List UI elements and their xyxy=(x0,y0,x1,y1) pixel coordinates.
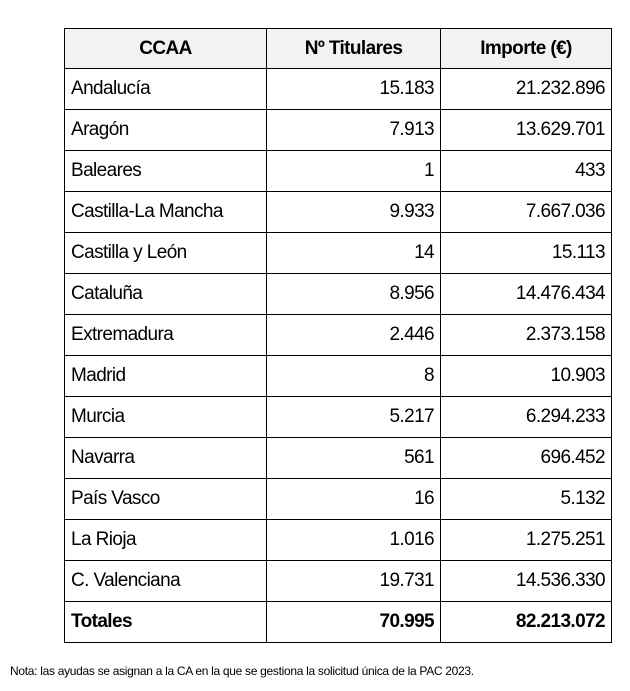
importe-cell: 7.667.036 xyxy=(441,192,612,233)
table-row xyxy=(65,356,612,397)
ccaa-cell: Castilla y León xyxy=(65,233,267,274)
titulares-cell: 16 xyxy=(267,479,441,520)
data-table-container xyxy=(64,28,611,643)
ccaa-cell: Extremadura xyxy=(65,315,267,356)
importe-cell: 6.294.233 xyxy=(441,397,612,438)
importe-cell: 2.373.158 xyxy=(441,315,612,356)
titulares-cell: 561 xyxy=(267,438,441,479)
titulares-cell: 15.183 xyxy=(267,69,441,110)
ccaa-cell: Baleares xyxy=(65,151,267,192)
column-header-titulares: Nº Titulares xyxy=(267,29,441,69)
importe-cell: 14.536.330 xyxy=(441,561,612,602)
table-row xyxy=(65,233,612,274)
titulares-cell: 8 xyxy=(267,356,441,397)
table-header-row xyxy=(65,29,612,69)
ccaa-cell: Aragón xyxy=(65,110,267,151)
titulares-cell: 1.016 xyxy=(267,520,441,561)
titulares-cell: 8.956 xyxy=(267,274,441,315)
ccaa-cell: C. Valenciana xyxy=(65,561,267,602)
ccaa-titulares-table xyxy=(64,28,612,643)
ccaa-cell: La Rioja xyxy=(65,520,267,561)
column-header-importe: Importe (€) xyxy=(441,29,612,69)
table-row xyxy=(65,315,612,356)
titulares-cell: 2.446 xyxy=(267,315,441,356)
importe-cell: 15.113 xyxy=(441,233,612,274)
titulares-cell: 5.217 xyxy=(267,397,441,438)
totals-titulares: 70.995 xyxy=(267,602,441,643)
ccaa-cell: Castilla-La Mancha xyxy=(65,192,267,233)
ccaa-cell: Madrid xyxy=(65,356,267,397)
importe-cell: 10.903 xyxy=(441,356,612,397)
table-row xyxy=(65,479,612,520)
totals-label: Totales xyxy=(65,602,267,643)
ccaa-cell: Murcia xyxy=(65,397,267,438)
titulares-cell: 1 xyxy=(267,151,441,192)
importe-cell: 5.132 xyxy=(441,479,612,520)
importe-cell: 696.452 xyxy=(441,438,612,479)
table-row xyxy=(65,69,612,110)
table-row xyxy=(65,192,612,233)
totals-row xyxy=(65,602,612,643)
footnote: Nota: las ayudas se asignan a la CA en la que se gestiona la solicitud única de la PAC 2023. xyxy=(10,664,474,678)
table-row xyxy=(65,151,612,192)
totals-importe: 82.213.072 xyxy=(441,602,612,643)
ccaa-cell: Navarra xyxy=(65,438,267,479)
importe-cell: 21.232.896 xyxy=(441,69,612,110)
titulares-cell: 19.731 xyxy=(267,561,441,602)
table-row xyxy=(65,561,612,602)
table-row xyxy=(65,438,612,479)
table-row xyxy=(65,520,612,561)
titulares-cell: 14 xyxy=(267,233,441,274)
importe-cell: 433 xyxy=(441,151,612,192)
ccaa-cell: Andalucía xyxy=(65,69,267,110)
ccaa-cell: País Vasco xyxy=(65,479,267,520)
ccaa-cell: Cataluña xyxy=(65,274,267,315)
importe-cell: 13.629.701 xyxy=(441,110,612,151)
table-row xyxy=(65,397,612,438)
column-header-ccaa: CCAA xyxy=(65,29,267,69)
titulares-cell: 7.913 xyxy=(267,110,441,151)
table-row xyxy=(65,274,612,315)
titulares-cell: 9.933 xyxy=(267,192,441,233)
importe-cell: 1.275.251 xyxy=(441,520,612,561)
importe-cell: 14.476.434 xyxy=(441,274,612,315)
table-row xyxy=(65,110,612,151)
